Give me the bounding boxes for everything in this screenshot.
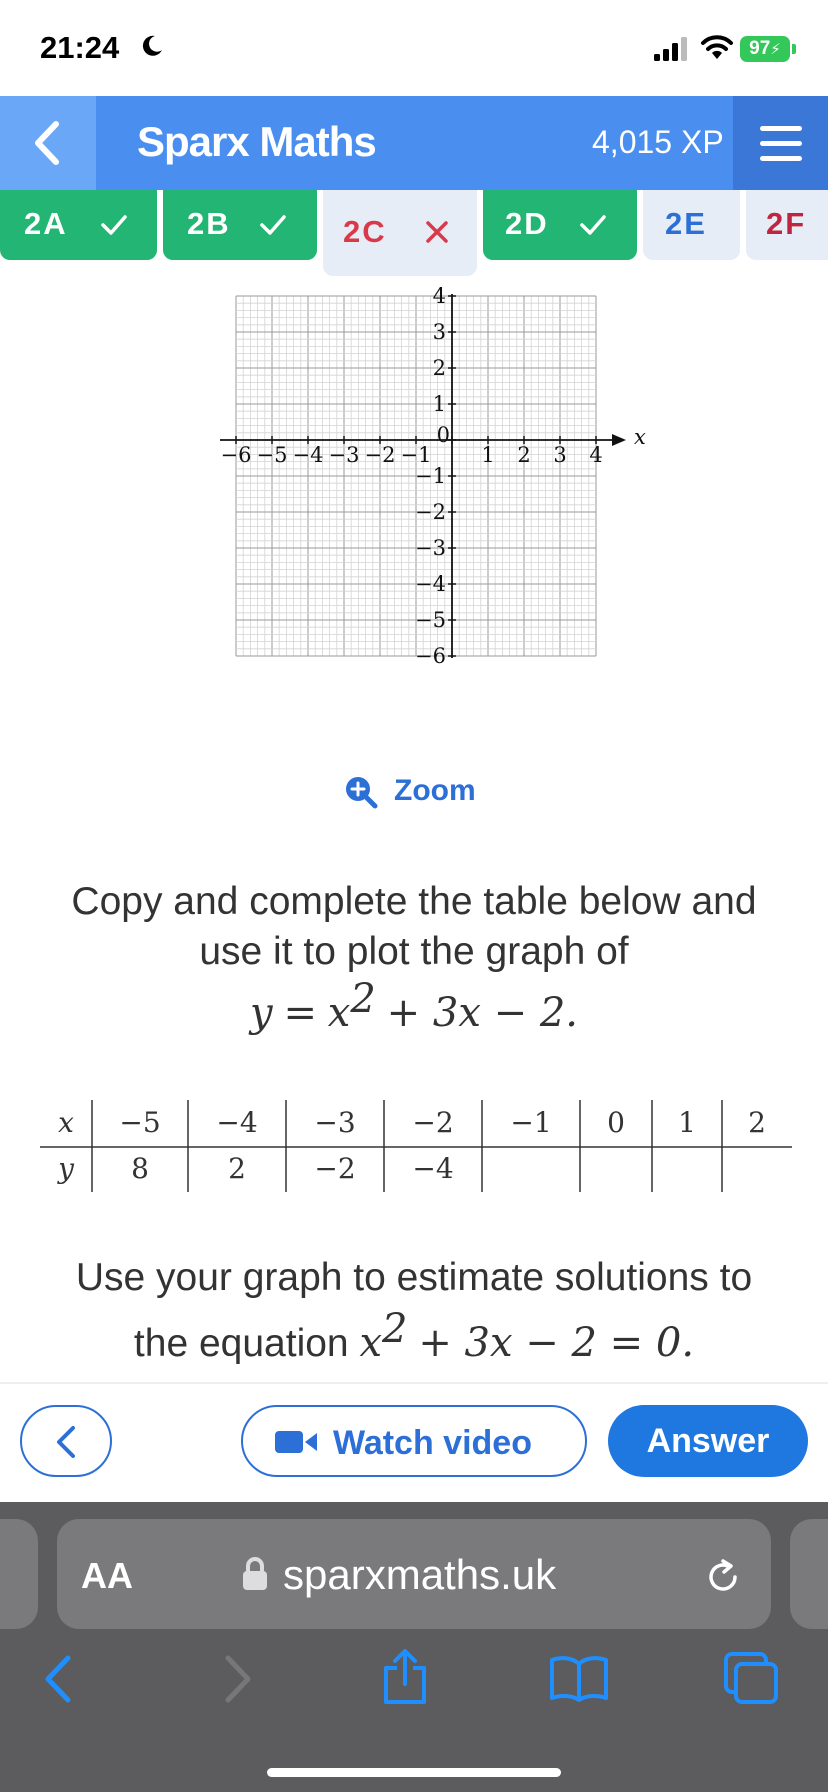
cross-icon <box>425 220 449 244</box>
y-tick-label: −6 <box>415 644 446 668</box>
y-tick-label: 3 <box>432 320 446 344</box>
table-x-value: −3 <box>314 1106 356 1139</box>
y-tick-label: −1 <box>415 464 446 488</box>
x-tick-label: −5 <box>256 443 288 467</box>
table-x-value: −2 <box>412 1106 454 1139</box>
tab-label: 2E <box>665 206 707 241</box>
share-icon[interactable] <box>380 1648 430 1706</box>
app-title: Sparx Maths <box>137 118 376 165</box>
x-tick-label: −6 <box>220 443 252 467</box>
answer-button[interactable] <box>608 1405 808 1477</box>
battery-tip <box>792 44 796 54</box>
tab-2b[interactable] <box>163 190 317 260</box>
address-bar[interactable] <box>57 1519 771 1629</box>
watch-video-label: Watch video <box>333 1424 532 1462</box>
previous-tab-peek[interactable] <box>0 1519 38 1629</box>
instruction-power: 2 <box>382 1306 408 1352</box>
check-icon <box>100 214 128 236</box>
origin-label: 0 <box>436 423 450 447</box>
question-line-2: use it to plot the graph of <box>199 930 629 973</box>
y-tick-label: 2 <box>432 356 446 380</box>
battery-indicator: 97⚡ <box>740 36 790 62</box>
x-tick-label: −4 <box>292 443 324 467</box>
menu-icon-bar <box>760 156 802 161</box>
home-indicator <box>267 1768 561 1777</box>
x-tick-label: 1 <box>481 443 495 467</box>
chevron-left-icon <box>54 1425 78 1459</box>
y-tick-label: −3 <box>415 536 446 560</box>
url-text: sparxmaths.uk <box>283 1551 557 1598</box>
table-x-value: −1 <box>510 1106 552 1139</box>
table-y-value: 8 <box>131 1152 149 1185</box>
x-tick-label: 3 <box>553 443 567 467</box>
y-tick-label: 4 <box>432 284 446 308</box>
instruction-prefix: the equation <box>133 1322 349 1365</box>
equation-power: 2 <box>350 976 376 1022</box>
equation-rest: + 3x − 2. <box>386 990 579 1036</box>
question-equation <box>0 976 828 1036</box>
browser-forward-icon[interactable] <box>218 1654 258 1704</box>
tab-2e[interactable] <box>643 190 740 260</box>
previous-button[interactable] <box>20 1405 112 1477</box>
x-tick-label: −3 <box>328 443 360 467</box>
browser-back-icon[interactable] <box>38 1654 78 1704</box>
table-x-header: x <box>58 1106 74 1139</box>
y-tick-label: 1 <box>432 392 446 416</box>
table-x-value: −4 <box>216 1106 258 1139</box>
tab-2c[interactable] <box>323 190 477 276</box>
check-icon <box>259 214 287 236</box>
lock-icon <box>241 1557 269 1591</box>
footer-divider <box>0 1382 828 1384</box>
zoom-in-icon <box>344 775 378 809</box>
equation-eq: = <box>283 990 317 1036</box>
answer-label: Answer <box>646 1422 770 1460</box>
tab-2d[interactable] <box>483 190 637 260</box>
tab-label: 2F <box>766 206 807 241</box>
x-tick-label: −2 <box>364 443 396 467</box>
tabs-icon[interactable] <box>722 1650 782 1706</box>
x-tick-label: 2 <box>517 443 531 467</box>
status-time: 21:24 <box>40 30 120 65</box>
status-bar <box>0 0 828 96</box>
table-y-value: 2 <box>228 1152 246 1185</box>
instruction-line-2 <box>0 1306 828 1366</box>
moon-icon <box>140 34 164 58</box>
table-x-value: 0 <box>607 1106 625 1139</box>
question-line-1: Copy and complete the table below and <box>71 880 757 923</box>
bookmarks-icon[interactable] <box>548 1654 610 1702</box>
menu-icon-bar <box>760 141 802 146</box>
table-y-value: −2 <box>314 1152 356 1185</box>
check-icon <box>579 214 607 236</box>
y-tick-label: −4 <box>415 572 446 596</box>
wifi-icon <box>700 34 734 62</box>
instruction-line-1: Use your graph to estimate solutions to <box>75 1256 753 1299</box>
table-x-value: 2 <box>748 1106 766 1139</box>
x-tick-label: −1 <box>400 443 432 467</box>
tab-label: 2A <box>24 206 68 241</box>
browser-toolbar <box>0 1502 828 1792</box>
table-x-value: 1 <box>678 1106 696 1139</box>
next-tab-peek[interactable] <box>790 1519 828 1629</box>
tab-label: 2D <box>505 206 549 241</box>
video-camera-icon <box>275 1429 319 1455</box>
signal-icon <box>652 36 692 62</box>
x-tick-label: 4 <box>589 443 603 467</box>
zoom-label: Zoom <box>394 774 476 807</box>
menu-button[interactable] <box>733 96 828 190</box>
table-y-header: y <box>58 1152 74 1185</box>
instruction-x: x <box>359 1320 383 1366</box>
coordinate-grid <box>220 284 646 680</box>
y-tick-label: −2 <box>415 500 446 524</box>
table-x-value: −5 <box>119 1106 161 1139</box>
x-axis-label: x <box>634 425 646 449</box>
back-button[interactable] <box>0 96 96 190</box>
tab-2f[interactable] <box>746 190 828 260</box>
reload-icon[interactable] <box>703 1557 743 1597</box>
task-tabs <box>0 190 828 280</box>
tab-label: 2C <box>343 214 387 249</box>
instruction-rest: + 3x − 2 = 0. <box>418 1320 695 1366</box>
equation-x: x <box>327 990 351 1036</box>
menu-icon <box>760 126 802 131</box>
table-y-value: −4 <box>412 1152 454 1185</box>
y-tick-label: −5 <box>415 608 446 632</box>
tab-label: 2B <box>187 206 231 241</box>
watch-video-button[interactable] <box>241 1405 587 1477</box>
chevron-left-icon <box>30 120 64 166</box>
equation-lhs: y <box>249 990 273 1036</box>
tab-2a[interactable] <box>0 190 157 260</box>
xp-counter: 4,015 XP <box>592 124 724 160</box>
app-header <box>0 96 828 190</box>
text-size-button[interactable]: AA <box>81 1555 133 1596</box>
battery-level: 97 <box>749 38 771 59</box>
